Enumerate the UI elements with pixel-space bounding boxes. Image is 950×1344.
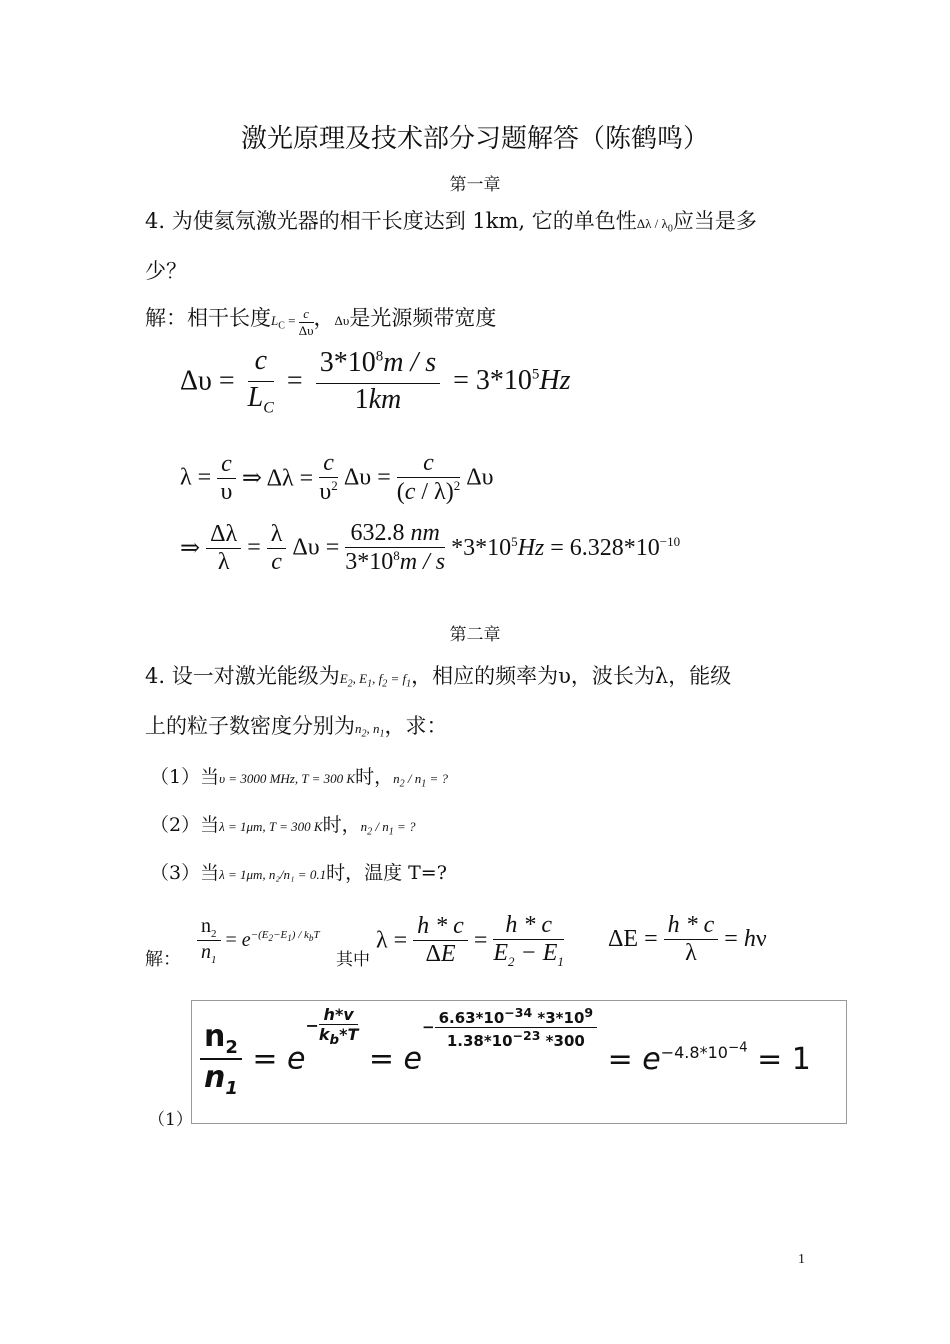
sub-question-3-tail: 时，温度 T=? — [326, 862, 447, 884]
sub-question-2-tail: 时， — [322, 814, 361, 836]
sub-question-1-tail: 时， — [355, 766, 394, 788]
sub-question-3 — [150, 858, 447, 885]
eq-energy-difference: ΔE = $\frac{h * c}{\lambda}$ = hν — [608, 912, 767, 966]
ch2-question-text-c: 上的粒子数密度分别为 — [145, 714, 355, 738]
ch2-question-line1 — [145, 660, 731, 690]
chapter-2-heading: 第二章 — [449, 625, 501, 645]
eq-wavelength-energy: λ = $\frac{h * c}{\Delta E}$ = $\frac{h * c}{E_2 - E_1}$ — [376, 912, 564, 969]
eq-wavelength-derivative: λ = $\frac{c}{\upsilon}$ ⇒ Δλ = $\frac{c}{\upsilon^2}$ Δυ = $\frac{c}{(c / \lambda)^2}$ Δυ — [180, 450, 494, 505]
ratio-query-1: $n_2 / n_1$ = ? — [393, 771, 448, 790]
page-number: 1 — [798, 1252, 805, 1267]
ch1-solution-intro: 解：相干长度$L_C$ = $\frac{c}{\Delta\upsilon}$ ，Δυ是光源频带宽度 — [145, 305, 497, 338]
sub-question-1 — [150, 762, 448, 790]
energy-levels-expr: $E_2$, $E_1$, $f_2 = f_1$ — [339, 671, 412, 690]
eq-part1-computation: $\frac{n_2}{n_1}$ = e− $\frac{h*v}{k_b*T}$ = e− $\frac{6.63*10^{-34} *3*10^9}{1.38*10^{-23} *300}$ = $e^{-4.8*10^{-4}} = 1$ — [200, 1019, 811, 1099]
ch1-solution-text-b: 是光源频带宽度 — [349, 306, 497, 330]
ch1-solution-text: 解：相干长度 — [145, 306, 271, 330]
ch1-question-text-b: 应当是多 — [672, 209, 757, 233]
ch2-question-line2 — [145, 710, 448, 740]
densities-expr: $n_2$, $n_1$ — [355, 721, 385, 740]
ch2-question-text-b: ，相应的频率为υ，波长为λ，能级 — [411, 664, 732, 688]
coherence-length-formula: $L_C$ = $\frac{c}{\Delta\upsilon}$ — [271, 305, 314, 338]
ch2-solution-label: 解： — [145, 949, 181, 970]
chapter-1-heading: 第一章 — [449, 175, 501, 195]
eq-monochromaticity-result: ⇒ $\frac{\Delta\lambda}{\lambda}$ = $\frac{\lambda}{c}$ Δυ = $\frac{632.8 nm}{3*10^8m / s}$ $*3*10^5Hz = 6.328*10^{-10}$ — [180, 520, 681, 575]
ratio-query-2: $n_2 / n_1$ = ? — [360, 819, 416, 838]
sub-question-1-label: （1）当 — [150, 766, 220, 788]
ch1-question-line2: 少？ — [145, 259, 187, 283]
sub-question-2-condition: λ = 1μm, T = 300 K — [219, 819, 323, 834]
sub-question-3-condition: λ = 1μm, n₂/n₁ = 0.1 — [219, 867, 327, 882]
part-1-formula-box — [191, 1000, 847, 1124]
monochromaticity-expr: Δλ / $\lambda_0$ — [636, 216, 673, 235]
ch2-question-text: 4. 设一对激光能级为 — [145, 664, 340, 688]
page-title: 激光原理及技术部分习题解答（陈鹤鸣） — [240, 124, 709, 154]
where-label: 其中 — [336, 950, 370, 970]
sub-question-2-label: （2）当 — [150, 814, 220, 836]
ch2-question-text-d: ，求： — [384, 714, 448, 738]
sub-question-1-condition: υ = 3000 MHz, T = 300 K — [219, 771, 356, 786]
part-1-label: （1） — [148, 1110, 193, 1130]
ch1-question-line1 — [145, 205, 757, 235]
sub-question-2 — [150, 810, 416, 838]
eq-boltzmann: $\frac{n_2}{n_1}$ = $e^{-(E_2-E_1) / k_bT}$ — [197, 915, 320, 966]
ch1-question-text: 4. 为使氦氖激光器的相干长度达到 1km, 它的单色性 — [145, 209, 637, 233]
bandwidth-symbol: Δυ — [334, 313, 350, 328]
sub-question-3-label: （3）当 — [150, 862, 220, 884]
eq-bandwidth: Δυ = $\frac{c}{L_C}$ = $\frac{3*10^8m / s}{1km}$ = $3*10^5Hz$ — [180, 345, 571, 417]
